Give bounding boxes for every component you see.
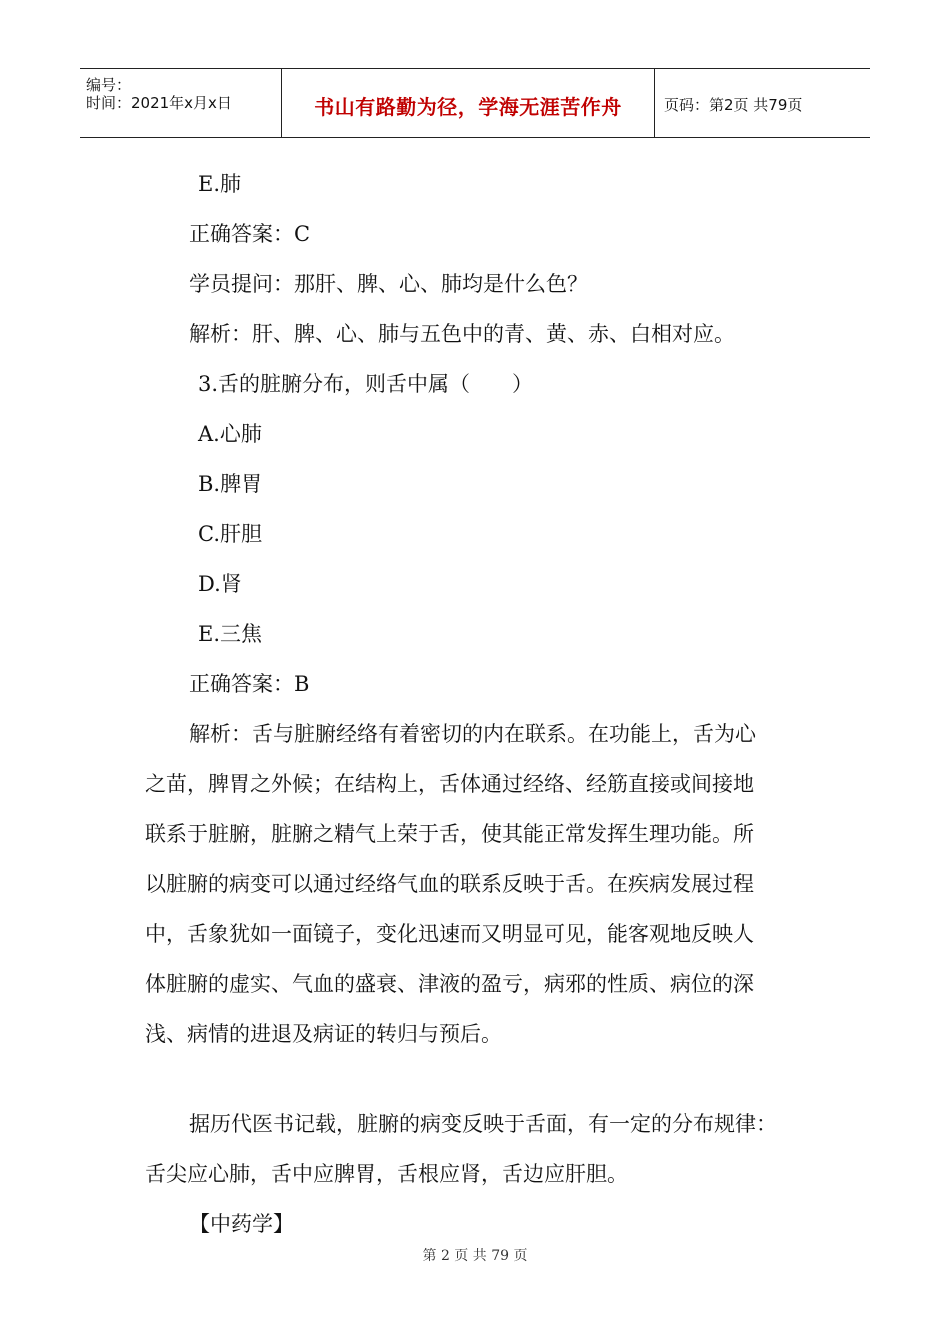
explanation-line: 解析：肝、脾、心、肺与五色中的青、黄、赤、白相对应。 <box>189 322 735 346</box>
page-header <box>80 68 870 138</box>
option-c: C.肝胆 <box>198 522 262 546</box>
rule-paragraph-line: 舌尖应心肺，舌中应脾胃，舌根应肾，舌边应肝胆。 <box>145 1162 628 1186</box>
explanation-paragraph-line: 之苗，脾胃之外候；在结构上，舌体通过经络、经筋直接或间接地 <box>145 772 754 796</box>
document-body <box>145 168 815 1258</box>
option-b: B.脾胃 <box>198 472 263 496</box>
date-line: 时间：2021年x月x日 <box>86 94 232 112</box>
motto: 书山有路勤为径，学海无涯苦作舟 <box>314 95 622 119</box>
header-meta <box>80 69 281 137</box>
option-d: D.肾 <box>198 572 242 596</box>
number-label: 编号： <box>86 76 132 94</box>
explanation-paragraph-line: 浅、病情的进退及病证的转归与预后。 <box>145 1022 502 1046</box>
explanation-paragraph-line: 体脏腑的虚实、气血的盛衰、津液的盈亏，病邪的性质、病位的深 <box>145 972 754 996</box>
explanation-paragraph-line: 解析：舌与脏腑经络有着密切的内在联系。在功能上，舌为心 <box>189 722 756 746</box>
section-heading: 【中药学】 <box>189 1212 294 1236</box>
option-e-first: E.肺 <box>198 172 242 196</box>
option-e: E.三焦 <box>198 622 263 646</box>
student-question: 学员提问：那肝、脾、心、肺均是什么色？ <box>189 272 588 296</box>
page-info: 页码：第2页 共79页 <box>664 96 803 114</box>
explanation-paragraph-line: 中，舌象犹如一面镜子，变化迅速而又明显可见，能客观地反映人 <box>145 922 754 946</box>
header-page-cell <box>654 69 870 137</box>
rule-paragraph-line: 据历代医书记载，脏腑的病变反映于舌面，有一定的分布规律： <box>189 1112 777 1136</box>
explanation-paragraph-line: 联系于脏腑，脏腑之精气上荣于舌，使其能正常发挥生理功能。所 <box>145 822 754 846</box>
answer-line: 正确答案：B <box>189 672 310 696</box>
answer-line: 正确答案：C <box>189 222 311 246</box>
explanation-paragraph-line: 以脏腑的病变可以通过经络气血的联系反映于舌。在疾病发展过程 <box>145 872 754 896</box>
option-a: A.心肺 <box>198 422 262 446</box>
header-motto-cell <box>281 69 655 137</box>
page-footer: 第 2 页 共 79 页 <box>422 1248 528 1264</box>
question-3: 3.舌的脏腑分布，则舌中属（ ） <box>198 372 534 396</box>
